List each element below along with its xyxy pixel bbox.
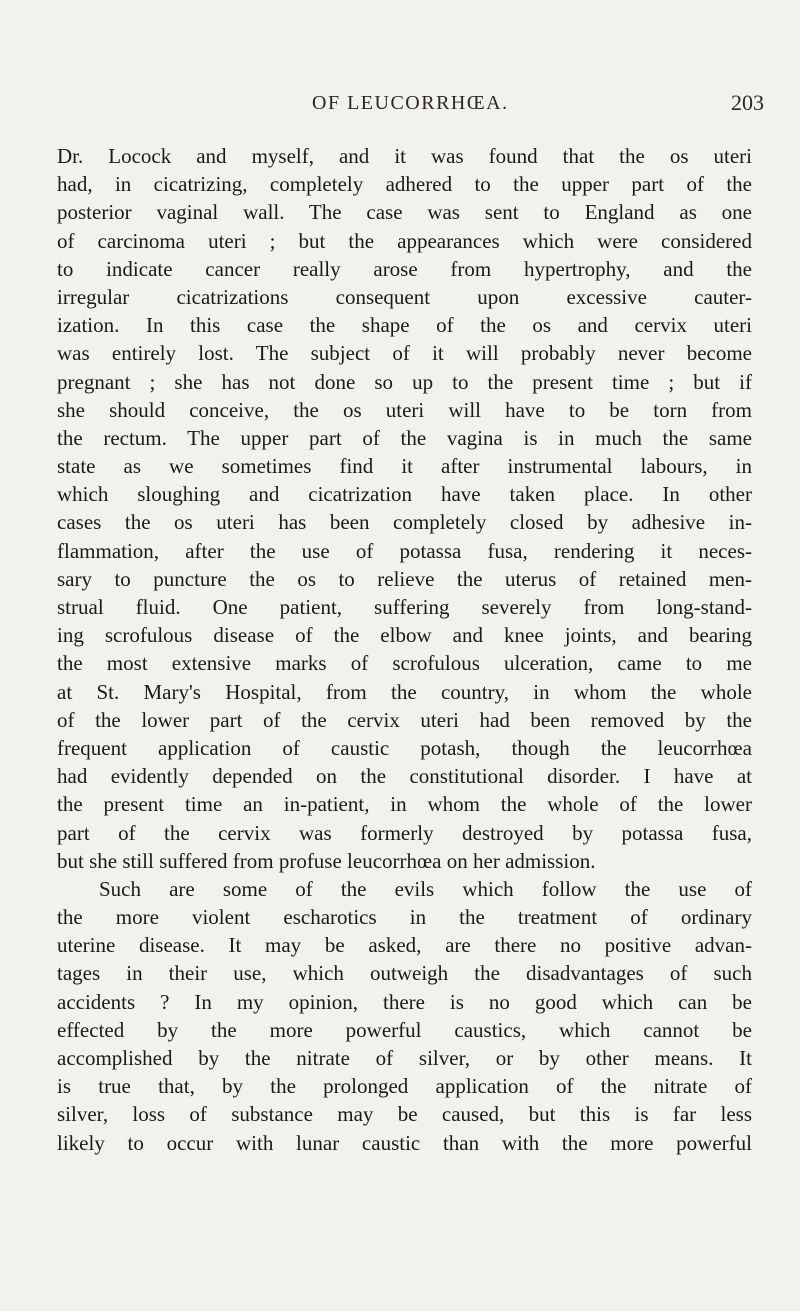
running-head-title: OF LEUCORRHŒA. (312, 92, 509, 114)
text-line: which sloughing and cicatrization have taken place. In other (57, 482, 752, 507)
text-line: posterior vaginal wall. The case was sent to England as one (57, 200, 752, 225)
text-line: sary to puncture the os to relieve the uterus of retained men- (57, 566, 752, 591)
text-line: the rectum. The upper part of the vagina is in much the same (57, 425, 752, 450)
text-line: but she still suffered from profuse leucorrhœa on her admission. (57, 848, 596, 873)
text-line: is true that, by the prolonged application of the nitrate of (57, 1074, 752, 1099)
page-number: 203 (731, 90, 764, 115)
text-line: she should conceive, the os uteri will have to be torn from (57, 397, 752, 422)
text-line: part of the cervix was formerly destroyed by potassa fusa, (57, 820, 752, 845)
text-line: the most extensive marks of scrofulous ulceration, came to me (57, 651, 752, 676)
text-line: had, in cicatrizing, completely adhered to the upper part of the (57, 172, 752, 197)
text-line: ization. In this case the shape of the os and cervix uteri (57, 313, 752, 338)
text-line: the present time an in-patient, in whom the whole of the lower (57, 792, 752, 817)
text-line: to indicate cancer really arose from hypertrophy, and the (57, 256, 752, 281)
text-line: of carcinoma uteri ; but the appearances which were considered (57, 228, 752, 253)
text-line: likely to occur with lunar caustic than with the more powerful (57, 1130, 752, 1155)
body-text (57, 142, 752, 1157)
text-line: irregular cicatrizations consequent upon excessive cauter- (57, 284, 752, 309)
text-line: uterine disease. It may be asked, are there no positive advan- (57, 933, 752, 958)
text-line: cases the os uteri has been completely closed by adhesive in- (57, 510, 752, 535)
text-line: the more violent escharotics in the treatment of ordinary (57, 905, 752, 930)
text-line: was entirely lost. The subject of it will probably never become (57, 341, 752, 366)
text-line: silver, loss of substance may be caused, but this is far less (57, 1102, 752, 1127)
text-line: accomplished by the nitrate of silver, or by other means. It (57, 1046, 752, 1070)
text-line: strual fluid. One patient, suffering severely from long-stand- (57, 595, 752, 619)
text-line: had evidently depended on the constitutional disorder. I have at (57, 764, 752, 789)
text-line: frequent application of caustic potash, though the leucorrhœa (57, 735, 752, 760)
text-line: of the lower part of the cervix uteri had been removed by the (57, 707, 752, 732)
paragraph-first-line: Such are some of the evils which follow the use of (99, 876, 752, 901)
text-line: state as we sometimes find it after instrumental labours, in (57, 454, 752, 479)
text-line: effected by the more powerful caustics, which cannot be (57, 1017, 752, 1042)
text-line: pregnant ; she has not done so up to the present time ; but if (57, 369, 752, 394)
text-line: Dr. Locock and myself, and it was found that the os uteri (57, 144, 752, 168)
text-line: accidents ? In my opinion, there is no good which can be (57, 989, 752, 1014)
text-line: tages in their use, which outweigh the disadvantages of such (57, 961, 752, 986)
text-line: at St. Mary's Hospital, from the country, in whom the whole (57, 679, 752, 704)
text-line: ing scrofulous disease of the elbow and knee joints, and bearing (57, 623, 752, 648)
text-line: flammation, after the use of potassa fusa, rendering it neces- (57, 538, 752, 563)
